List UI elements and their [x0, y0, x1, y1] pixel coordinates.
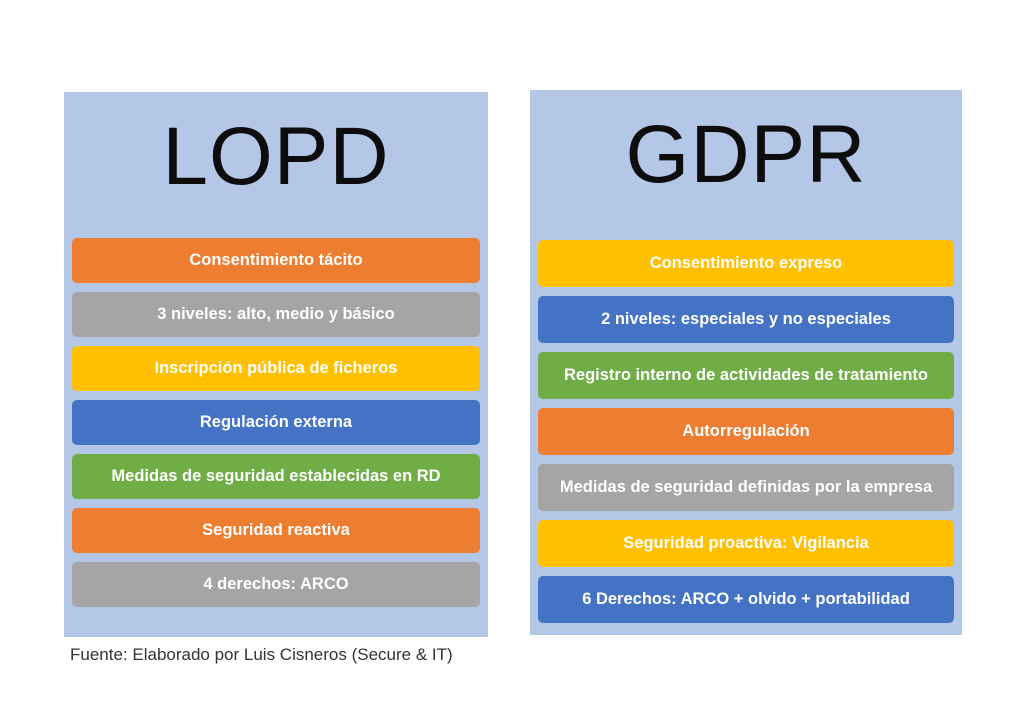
- gdpr-row-5: [538, 464, 954, 511]
- panel-gdpr: [530, 90, 962, 635]
- panel-gdpr-rows: [530, 240, 962, 623]
- panel-lopd: [64, 92, 488, 637]
- lopd-row-7: [72, 562, 480, 607]
- gdpr-row-4-label: Autorregulación: [682, 422, 810, 440]
- lopd-row-6: [72, 508, 480, 553]
- gdpr-row-1-label: Consentimiento expreso: [649, 254, 843, 272]
- lopd-row-1: [72, 238, 480, 283]
- panel-lopd-rows: [64, 238, 488, 607]
- gdpr-row-3-label: Registro interno de actividades de tratamiento: [564, 366, 928, 384]
- lopd-row-4: [72, 400, 480, 445]
- gdpr-row-2: [538, 296, 954, 343]
- gdpr-row-7: [538, 576, 954, 623]
- gdpr-row-1: [538, 240, 954, 287]
- lopd-row-5-label: Medidas de seguridad establecidas en RD: [111, 467, 441, 485]
- panel-gdpr-title: GDPR: [625, 109, 867, 200]
- gdpr-row-7-label: 6 Derechos: ARCO + olvido + portabilidad: [582, 590, 910, 608]
- lopd-row-3: [72, 346, 480, 391]
- lopd-row-1-label: Consentimiento tácito: [189, 251, 363, 269]
- gdpr-row-6-label: Seguridad proactiva: Vigilancia: [623, 534, 869, 552]
- lopd-row-7-label: 4 derechos: ARCO: [203, 575, 349, 593]
- gdpr-row-3: [538, 352, 954, 399]
- gdpr-row-2-label: 2 niveles: especiales y no especiales: [601, 310, 891, 328]
- lopd-row-5: [72, 454, 480, 499]
- source-caption: Fuente: Elaborado por Luis Cisneros (Secure & IT): [70, 645, 453, 664]
- lopd-row-4-label: Regulación externa: [199, 413, 353, 431]
- gdpr-row-5-label: Medidas de seguridad definidas por la empresa: [559, 478, 933, 496]
- lopd-row-2-label: 3 niveles: alto, medio y básico: [157, 305, 395, 323]
- lopd-row-6-label: Seguridad reactiva: [202, 521, 350, 539]
- gdpr-row-4: [538, 408, 954, 455]
- lopd-row-2: [72, 292, 480, 337]
- lopd-row-3-label: Inscripción pública de ficheros: [154, 359, 398, 377]
- panel-lopd-title: LOPD: [162, 111, 390, 202]
- gdpr-row-6: [538, 520, 954, 567]
